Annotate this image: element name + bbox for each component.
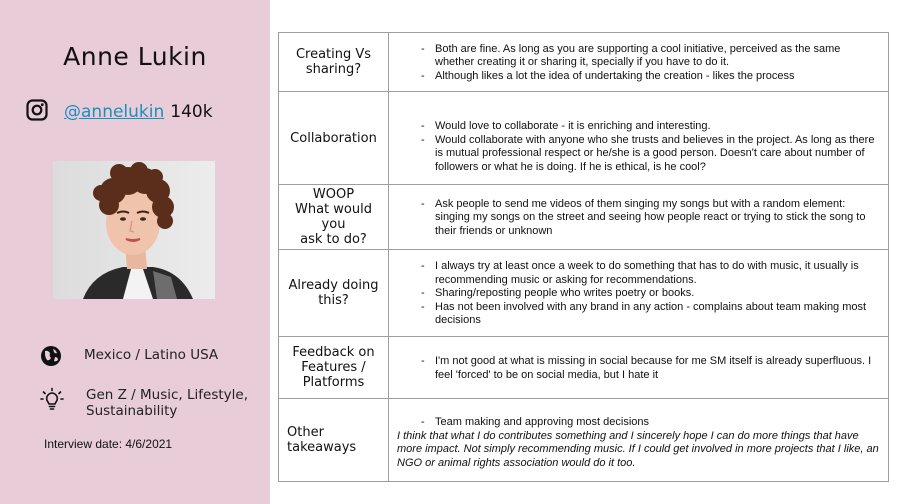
instagram-icon [26,99,48,126]
table-row [279,33,889,92]
table-row [279,185,889,250]
row-content [389,337,889,399]
row-label-feedback: Feedback on Features / Platforms [279,337,389,399]
location-text: Mexico / Latino USA [84,347,219,363]
profile-name: Anne Lukin [63,42,207,71]
row-label-creating-vs-sharing: Creating Vs sharing? [279,33,389,92]
row-label-woop: WOOP What would you ask to do? [279,185,389,250]
list-item: - Ask people to send me videos of them singing my songs but with a random element: singing my songs on the street and seeing how people react or trying to stick the song to their friends or unknown [421,197,866,237]
list-item: - I'm not good at what is missing in social because for me SM itself is already superfluous. I feel 'forced' to be on social media, but I hate it [421,355,872,381]
globe-icon [40,345,62,372]
row-label-already-doing: Already doing this? [279,250,389,337]
row-content [389,399,889,482]
takeaway-quote: I think that what I do contributes something and I sincerely hope I can do more things that have more impact. Not simply recommending music. If I could get involved in more projects that I like, an NGO or animal rights association would do it too. [397,429,879,469]
interview-date: Interview date: 4/6/2021 [44,437,173,451]
lightbulb-icon [40,387,64,416]
list-item: - Both are fine. As long as you are supporting a cool initiative, perceived as the same whether creating it or sharing it, specially if you have to do it. [421,42,841,69]
list-item: - Would collaborate with anyone who she trusts and believes in the project. As long as there is mutual professional respect or he/she is a good person. Doesn't care about number of followers or what he is doing. If he is ethical, is he cool? [421,133,875,173]
list-item: - Sharing/reposting people who writes poetry or books. [421,287,695,300]
row-content [389,33,889,92]
row-label-other-takeaways: Other takeaways [279,399,389,482]
row-content [389,185,889,250]
interview-table [278,32,889,482]
list-item: - Team making and approving most decisions [421,416,650,428]
row-label-collaboration: Collaboration [279,92,389,185]
list-item: - Has not been involved with any brand in any action - complains about team making most decisions [421,300,867,327]
follower-count: 140k [170,102,213,122]
list-item: - Would love to collaborate - it is enriching and interesting. [421,120,711,132]
row-content [389,92,889,185]
profile-sidebar [0,0,270,504]
instagram-row [26,100,213,124]
table-row [279,399,889,482]
location-row [40,345,218,372]
table-row [279,337,889,399]
list-item: - I always try at least once a week to do something that has to do with music, it usually is recommending music or asking for recommendations. [421,260,859,286]
segment-text: Gen Z / Music, Lifestyle, Sustainability [86,387,248,419]
row-content [389,250,889,337]
instagram-handle-link[interactable]: @annelukin [64,102,165,122]
profile-photo [53,161,215,299]
table-row [279,250,889,337]
table-row [279,92,889,185]
segment-row [40,387,256,419]
list-item: - Although likes a lot the idea of undertaking the creation - likes the process [421,69,795,82]
